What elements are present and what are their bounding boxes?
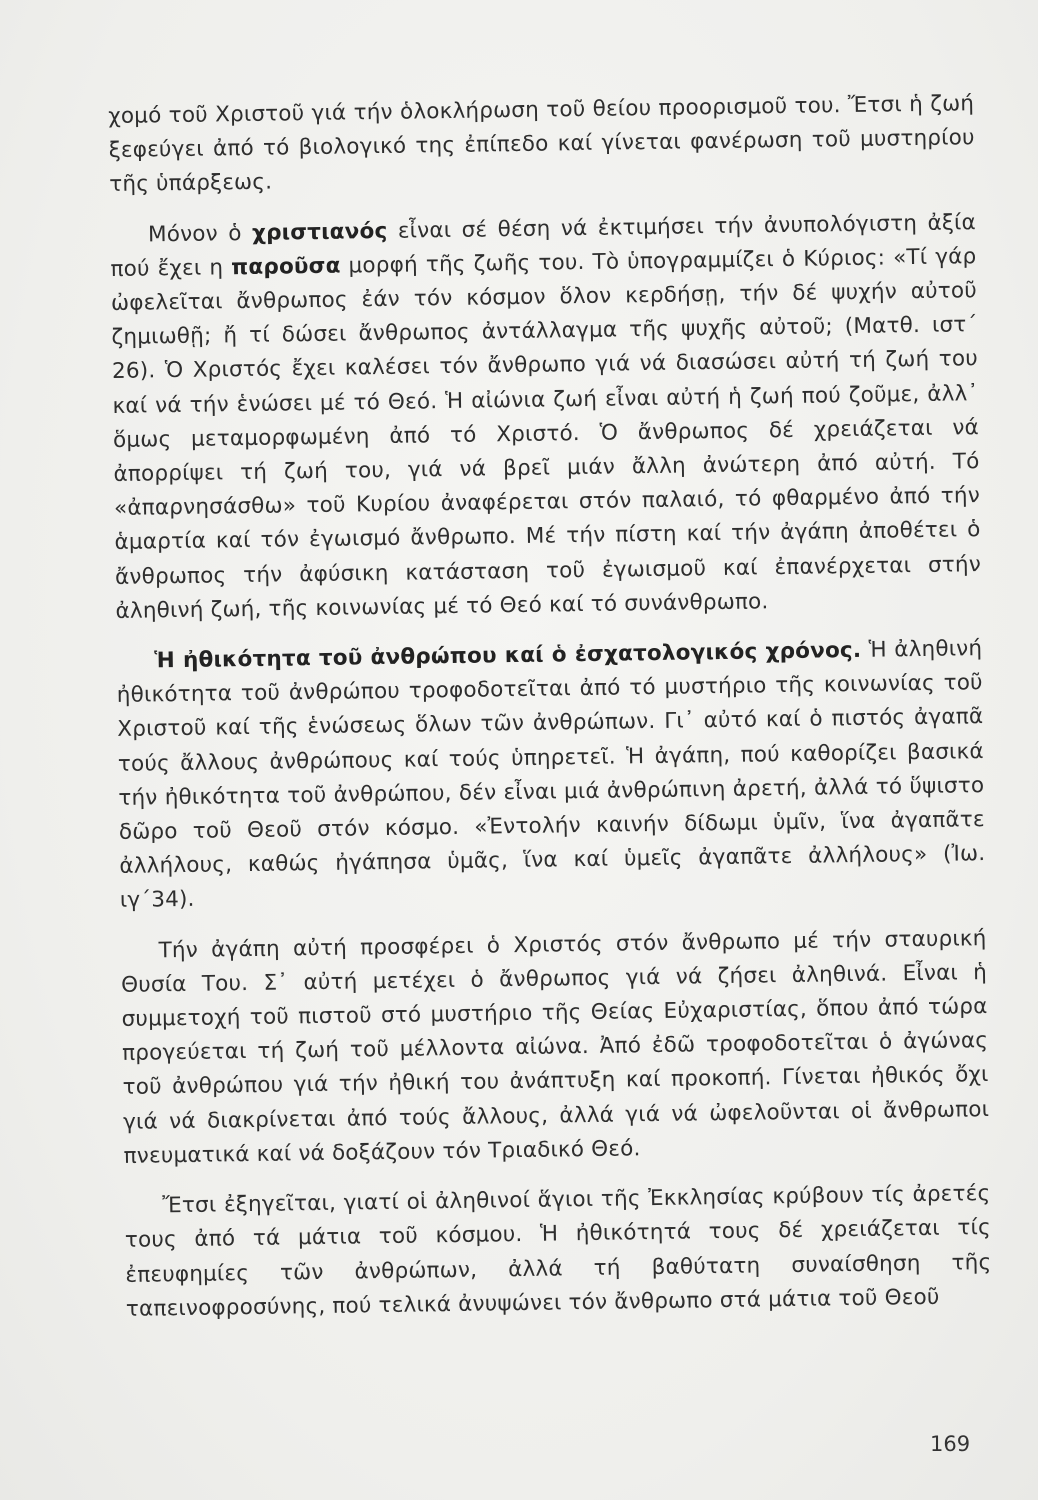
paragraph-2-run-3: εἶναι σέ θέση νά ἐκτιμήσει τήν ἀνυπολόγιστη ἀξία πού ἔχει η: [110, 209, 977, 282]
paragraph-4-text: Τήν ἀγάπη αὐτή προσφέρει ὁ Χριστός στόν ἄνθρωπο μέ τήν σταυρική Θυσία Του. Σ᾽ αὐτή μετέχει ὁ ἄνθρωπος γιά νά ζήσει ἀληθινά. Εἶναι ἡ συμμετοχή τοῦ πιστοῦ στό μυστήριο τῆς Θείας Εὐχαριστίας, ὅπου ἀπό τώρα προγεύεται τή ζωή τοῦ μέλλοντα αἰώνα. Ἀπό ἐδῶ τροφοδοτεῖται ὁ ἀγώνας τοῦ ἀνθρώπου γιά τήν ἠθική του ἀνάπτυξη καί προκοπή. Γίνεται ἠθικός ὄχι γιά νά διακρίνεται ἀπό τούς ἄλλους, ἀλλά γιά νά ὠφελοῦνται οἱ ἄνθρωποι πνευματικά καί νά δοξάζουν τόν Τριαδικό Θεό.: [120, 925, 990, 1169]
paragraph-2-run-1: Μόνον ὁ: [147, 220, 253, 248]
page-number: 169: [930, 1432, 971, 1456]
paragraph-4: [120, 922, 989, 1174]
paragraph-5: [124, 1177, 992, 1327]
paragraph-2: [110, 206, 982, 629]
section-heading: Ἡ ἠθικότητα τοῦ ἀνθρώπου καί ὁ ἐσχατολογικός χρόνος.: [154, 637, 862, 674]
emphasis-parousa: παροῦσα: [231, 253, 341, 281]
body-text: [108, 87, 992, 1327]
paragraph-1: [108, 87, 975, 202]
paragraph-5-text: Ἔτσι ἐξηγεῖται, γιατί οἱ ἀληθινοί ἅγιοι τῆς Ἐκκλησίας κρύβουν τίς ἀρετές τους ἀπό τά μάτια τοῦ κόσμου. Ἡ ἠθικότητά τους δέ χρειάζεται τίς ἐπευφημίες τῶν ἀνθρώπων, ἀλλά τή βαθύτατη συναίσθηση τῆς ταπεινοφροσύνης, πού τελικά ἀνυψώνει τόν ἄνθρωπο στά μάτια τοῦ Θεοῦ: [124, 1181, 992, 1322]
paragraph-3: [116, 632, 986, 918]
paragraph-3-text: Ἡ ἀληθινή ἠθικότητα τοῦ ἀνθρώπου τροφοδοτεῖται ἀπό τό μυστήριο τῆς κοινωνίας τοῦ Χριστοῦ καί τῆς ἑνώσεως ὅλων τῶν ἀνθρώπων. Γι᾽ αὐτό καί ὁ πιστός ἀγαπᾶ τούς ἄλλους ἀνθρώπους καί τούς ὑπηρετεῖ. Ἡ ἀγάπη, πού καθορίζει βασικά τήν ἠθικότητα τοῦ ἀνθρώπου, δέν εἶναι μιά ἀνθρώπινη ἀρετή, ἀλλά τό ὕψιστο δῶρο τοῦ Θεοῦ στόν κόσμο. «Ἐντολήν καινήν δίδωμι ὑμῖν, ἵνα ἀγαπᾶτε ἀλλήλους, καθώς ἠγάπησα ὑμᾶς, ἵνα καί ὑμεῖς ἀγαπᾶτε ἀλλήλους» (Ἰω. ιγ΄34).: [116, 636, 986, 914]
paragraph-1-text: χομό τοῦ Χριστοῦ γιά τήν ὁλοκλήρωση τοῦ θείου προορισμοῦ του. Ἔτσι ἡ ζωή ξεφεύγει ἀπό τό βιολογικό της ἐπίπεδο καί γίνεται φανέρωση τοῦ μυστηρίου τῆς ὑπάρξεως.: [108, 91, 975, 198]
paragraph-2-run-5: μορφή τῆς ζωῆς του. Τὸ ὑπογραμμίζει ὁ Κύριος: «Τί γάρ ὠφελεῖται ἄνθρωπος ἐάν τόν κόσμον ὅλον κερδήσῃ, τήν δέ ψυχήν αὐτοῦ ζημιωθῇ; ἤ τί δώσει ἄνθρωπος ἀντάλλαγμα τῆς ψυχῆς αὐτοῦ; (Ματθ. ιστ΄ 26). Ὁ Χριστός ἔχει καλέσει τόν ἄνθρωπο γιά νά διασώσει αὐτή τή ζωή του καί νά τήν ἑνώσει μέ τό Θεό. Ἡ αἰώνια ζωή εἶναι αὐτή ἡ ζωή πού ζοῦμε, ἀλλ᾽ ὅμως μεταμορφωμένη ἀπό τό Χριστό. Ὁ ἄνθρωπος δέ χρειάζεται νά ἀπορρίψει τή ζωή του, γιά νά βρεῖ μιάν ἄλλη ἀνώτερη ἀπό αὐτή. Τό «ἀπαρνησάσθω» τοῦ Κυρίου ἀναφέρεται στόν παλαιό, τό φθαρμένο ἀπό τήν ἁμαρτία καί τόν ἐγωισμό ἄνθρωπο. Μέ τήν πίστη καί τήν ἀγάπη ἀποθέτει ὁ ἄνθρωπος τήν ἀφύσικη κατάσταση τοῦ ἐγωισμοῦ καί ἐπανέρχεται στήν ἀληθινή ζωή, τῆς κοινωνίας μέ τό Θεό καί τό συνάνθρωπο.: [110, 243, 982, 624]
emphasis-christianos: χριστιανός: [251, 218, 388, 246]
